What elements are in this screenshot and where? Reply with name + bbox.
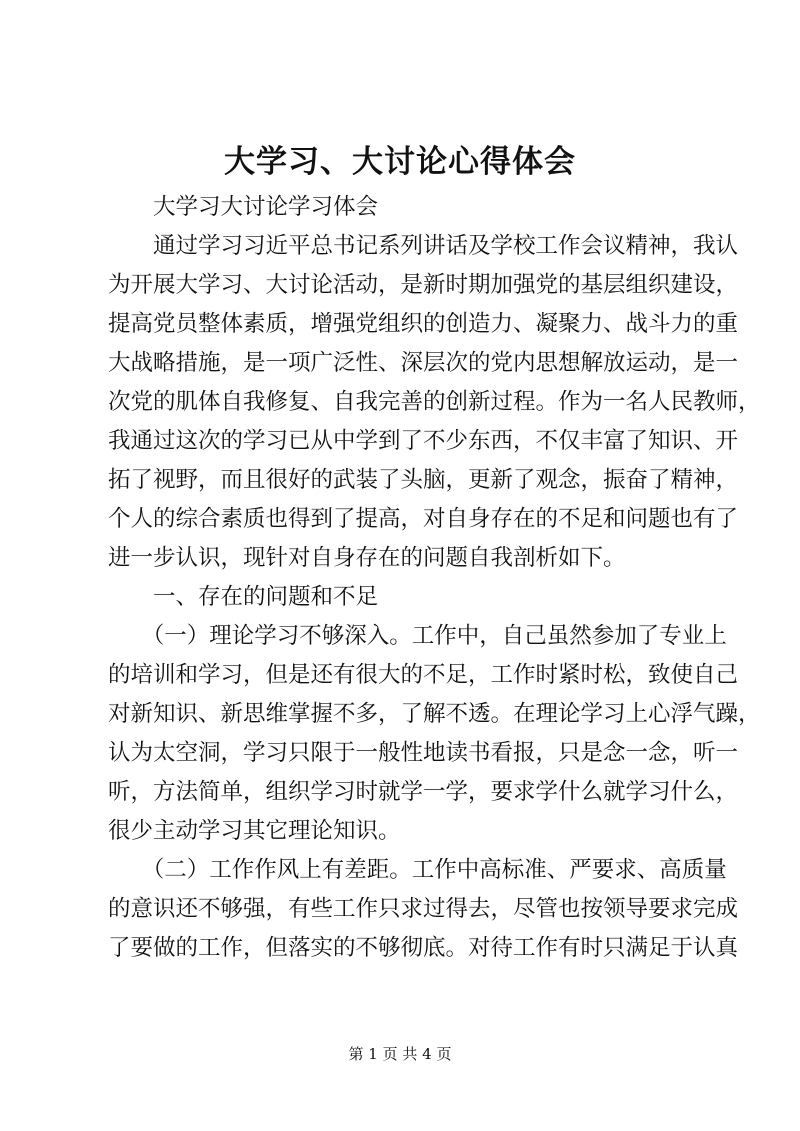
document-title: 大学习、大讨论心得体会 <box>224 144 576 180</box>
document-body <box>108 188 761 968</box>
body-line: 认为太空洞，学习只限于一般性地读书看报，只是念一念，听一 <box>108 740 739 766</box>
body-line: 拓了视野，而且很好的武装了头脑，更新了观念，振奋了精神， <box>108 467 739 493</box>
body-line: 个人的综合素质也得到了提高，对自身存在的不足和问题也有了 <box>108 506 739 532</box>
body-line: 我通过这次的学习已从中学到了不少东西，不仅丰富了知识、开 <box>108 428 739 454</box>
body-line: 为开展大学习、大讨论活动，是新时期加强党的基层组织建设， <box>108 272 739 298</box>
body-line: 提高党员整体素质，增强党组织的创造力、凝聚力、战斗力的重 <box>108 311 739 337</box>
body-line: 次党的肌体自我修复、自我完善的创新过程。作为一名人民教师， <box>108 389 761 415</box>
body-line: 对新知识、新思维掌握不多，了解不透。在理论学习上心浮气躁， <box>108 701 761 727</box>
body-line: （二）工作作风上有差距。工作中高标准、严要求、高质量 <box>108 857 727 883</box>
body-line: 进一步认识，现针对自身存在的问题自我剖析如下。 <box>108 545 626 571</box>
body-line: 大学习大讨论学习体会 <box>108 194 379 220</box>
body-line: 通过学习习近平总书记系列讲话及学校工作会议精神，我认 <box>108 233 739 259</box>
body-line: 一、存在的问题和不足 <box>108 584 379 610</box>
body-line: 听，方法简单，组织学习时就学一学，要求学什么就学习什么， <box>108 779 739 805</box>
body-line: 大战略措施，是一项广泛性、深层次的党内思想解放运动，是一 <box>108 350 739 376</box>
body-line: 很少主动学习其它理论知识。 <box>108 818 401 844</box>
body-line: 的培训和学习，但是还有很大的不足，工作时紧时松，致使自己 <box>108 662 739 688</box>
body-line: （一）理论学习不够深入。工作中，自己虽然参加了专业上 <box>108 623 727 649</box>
body-line: 的意识还不够强，有些工作只求过得去，尽管也按领导要求完成 <box>108 896 739 922</box>
page-footer: 第 1 页 共 4 页 <box>348 1045 452 1063</box>
body-line: 了要做的工作，但落实的不够彻底。对待工作有时只满足于认真 <box>108 935 739 961</box>
